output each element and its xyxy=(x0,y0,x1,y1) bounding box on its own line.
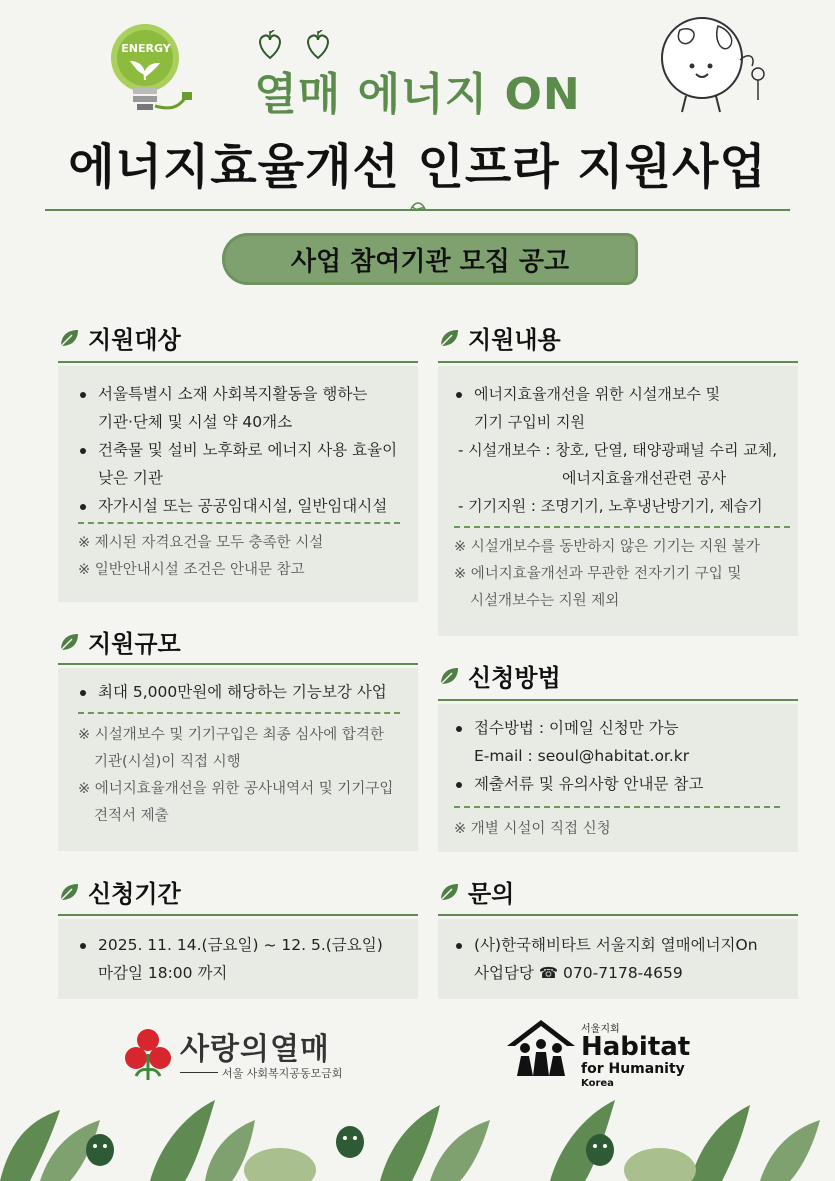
contact-box xyxy=(438,919,798,999)
headline-big: 에너지효율개선 인프라 지원사업 xyxy=(68,139,767,195)
chest-logo-sub-line xyxy=(180,1072,218,1073)
section-line xyxy=(58,361,418,363)
list-item: 서울특별시 소재 사회복지활동을 행하는 기관·단체 및 시설 약 40개소 xyxy=(78,380,400,436)
list-item: 2025. 11. 14.(금요일) ~ 12. 5.(금요일) 마감일 18:00 까지 xyxy=(78,931,400,987)
note: ※ 제시된 자격요건을 모두 충족한 시설 xyxy=(78,535,324,551)
content-box xyxy=(438,366,798,636)
method-box xyxy=(438,704,798,852)
section-title-text: 신청기간 xyxy=(88,880,181,908)
dashed-divider xyxy=(78,522,400,524)
headline-small: 열매 에너지 ON xyxy=(254,69,581,120)
target-box xyxy=(58,366,418,602)
list-item: 에너지효율개선을 위한 시설개보수 및 기기 구입비 지원 xyxy=(454,380,790,436)
note: ※ 시설개보수 및 기기구입은 최종 심사에 합격한 xyxy=(78,727,384,743)
list-item: (사)한국해비타트 서울지회 열매에너지On 사업담당 ☎ 070-7178-4659 xyxy=(454,931,780,987)
section-line xyxy=(58,914,418,916)
leaf-icon xyxy=(438,881,460,903)
sub-item: - 기기지원 : 조명기기, 노후냉난방기기, 제습기 xyxy=(458,497,763,515)
section-title-method xyxy=(438,658,561,693)
heart-sprout-icon xyxy=(256,30,336,60)
section-line xyxy=(438,699,798,701)
sub-item: - 시설개보수 : 창호, 단열, 태양광패널 수리 교체, xyxy=(458,441,777,459)
habitat-chapter: 서울지회 xyxy=(581,1024,620,1035)
dashed-divider xyxy=(454,806,780,808)
chest-logo-name: 사랑의열매 xyxy=(180,1032,330,1067)
section-title-text: 문의 xyxy=(468,880,515,908)
section-title-scale xyxy=(58,624,181,659)
note: 시설개보수는 지원 제외 xyxy=(470,593,620,609)
section-line xyxy=(58,663,418,665)
leaf-icon xyxy=(438,665,460,687)
leaf-icon xyxy=(58,631,80,653)
note: ※ 시설개보수를 동반하지 않은 기기는 지원 불가 xyxy=(454,539,760,555)
divider-ornament xyxy=(409,201,427,213)
section-line xyxy=(438,361,798,363)
dashed-divider xyxy=(454,526,790,528)
email-address: E-mail : seoul@habitat.or.kr xyxy=(474,747,690,765)
energy-badge: ENERGY xyxy=(121,42,171,55)
phone-number: 사업담당 ☎ 070-7178-4659 xyxy=(474,964,683,982)
habitat-sub: for Humanity xyxy=(581,1061,685,1077)
sub-item: 에너지효율개선관련 공사 xyxy=(562,469,727,487)
recruit-banner: 사업 참여기관 모집 공고 xyxy=(222,233,638,285)
note: 견적서 제출 xyxy=(94,808,169,824)
leaf-icon xyxy=(58,881,80,903)
note: ※ 일반안내시설 조건은 안내문 참고 xyxy=(78,562,305,578)
habitat-country: Korea xyxy=(581,1078,614,1089)
list-item: 제출서류 및 유의사항 안내문 참고 xyxy=(454,770,780,798)
list-item: 접수방법 : 이메일 신청만 가능 E-mail : seoul@habitat.or.kr xyxy=(454,714,780,770)
section-title-text: 지원대상 xyxy=(88,326,181,354)
section-line xyxy=(438,914,798,916)
foliage-decoration xyxy=(0,1090,835,1181)
dashed-divider xyxy=(78,712,400,714)
section-title-text: 지원내용 xyxy=(468,326,561,354)
section-title-target xyxy=(58,320,181,355)
chest-logo-sub: 서울 사회복지공동모금회 xyxy=(222,1067,343,1080)
section-title-contact xyxy=(438,874,514,909)
note: 기관(시설)이 직접 시행 xyxy=(94,754,241,770)
leaf-icon xyxy=(58,327,80,349)
habitat-name: Habitat xyxy=(581,1032,691,1062)
note: ※ 에너지효율개선을 위한 공사내역서 및 기기구입 xyxy=(78,781,394,797)
scale-box xyxy=(58,668,418,851)
section-title-period xyxy=(58,874,181,909)
period-box xyxy=(58,919,418,999)
list-item: 자가시설 또는 공공임대시설, 일반임대시설 xyxy=(78,492,400,520)
note: ※ 에너지효율개선과 무관한 전자기기 구입 및 xyxy=(454,566,742,582)
section-title-content xyxy=(438,320,561,355)
note: ※ 개별 시설이 직접 신청 xyxy=(454,821,611,837)
section-title-text: 신청방법 xyxy=(468,664,561,692)
list-item: 건축물 및 설비 노후화로 에너지 사용 효율이 낮은 기관 xyxy=(78,436,400,492)
leaf-icon xyxy=(438,327,460,349)
section-title-text: 지원규모 xyxy=(88,630,181,658)
habitat-logo-icon xyxy=(505,1018,577,1078)
fruit-of-love-logo-icon xyxy=(122,1024,174,1084)
list-item: 최대 5,000만원에 해당하는 기능보강 사업 xyxy=(78,678,400,706)
